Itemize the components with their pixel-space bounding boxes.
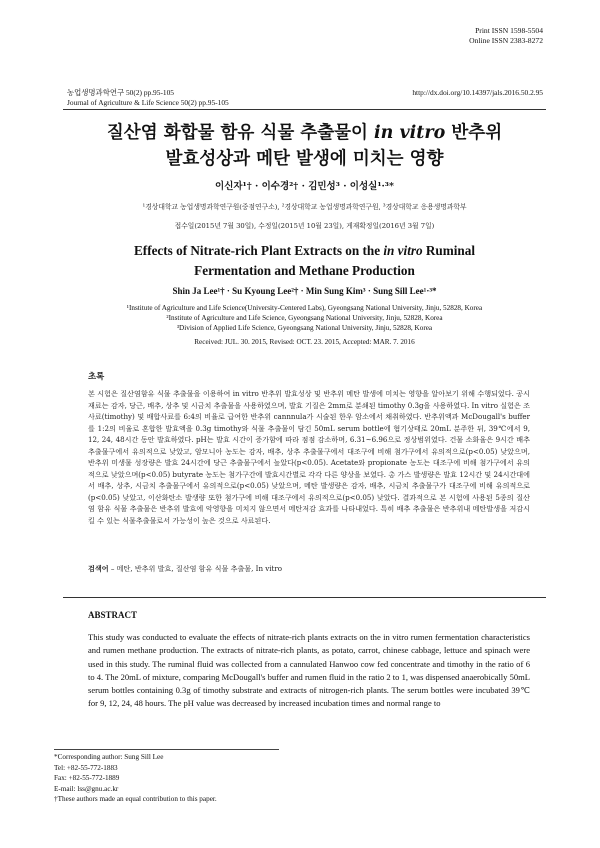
english-affiliations: ¹Institute of Agriculture and Life Science(University-Centered Labs), Gyeongsang National University, Jinju, 52828, Korea ²Institute of Agriculture and Life Science, Gyeongsang National University, Jinju, 52828, Korea ³Division of Applied Life Science, Gyeongsang National University, Jinju, 52828, Korea (126, 304, 483, 332)
corresponding-author: *Corresponding author: Sung Sill Lee (54, 753, 164, 761)
journal-eng: Journal of Agriculture & Life Science 50(2) pp.95-105 (67, 98, 229, 107)
english-abstract-heading: ABSTRACT (88, 610, 138, 620)
korean-abstract: 본 시험은 질산염함유 식물 추출물을 이용하여 in vitro 반추위 발효성상 및 반추위 메탄 발생에 미치는 영향을 알아보기 위해 수행되었다. 공시재료는 감자, 당근, 배추, 상추 및 시금치 추출물을 사용하였으며, 발효 기질은 2mm로 분쇄된 timothy 0.3g을 사용하였다. In vitro 실험은 조사료(timothy) 및 배합사료를 6:4의 비율로 급여한 반추위 cannnula가 시술된 한우 암소에서 채취하였다. 반추위액과 McDougall's buffer를 1:2의 비율로 혼합한 발효액을 0.3g timothy와 식물 추출물이 담긴 50mL serum bottle에 혐기상태로 20mL 분주한 뒤, 39℃에서 9, 12, 24, 48시간 동안 발효하였다. pH는 발효 시간이 증가함에 따라 점점 감소하며, 6.31~6.96으로 정상범위였다. 건물 소화율은 9시간 배추 추출물구에서 유의적으로 낮았고, 암모니아 농도는 감자, 배추, 상추 추출물구에서 대조구에 비해 첨가구에서 유의적으로(p<0.05) 낮았으며, 반추위 미생물 성장량은 발효 24시간에 당근 추출물구에서 높았다(p<0.05). Acetate와 propionate 농도는 대조구에 비해 첨가구에서 유의적으로 낮았으며(p<0.05) butyrate 농도는 첨가구간에 발효시간별로 각각 다른 양상을 보였다. 총 가스 발생량은 발효 12시간 및 24시간대에서 배추, 상추, 시금치 추출물구에서 유의적으로(p<0.05) 낮았으며, 메탄 발생량은 감자, 배추, 시금치 추출물구가 대조구에 비해 유의적으로(p<0.05) 낮았고, 이산화탄소 발생량 또한 첨가구에 비해 대조구에서 유의적으로(p<0.05) 낮았다. 결과적으로 본 시험에 사용된 5종의 질산염 함유 식물 추출물은 반추위 발효에 악영향을 미치지 않으면서 메탄저감 효과를 나타내었다. 특히 배추 추출물은 반추위내 메탄발생을 저감시킬 수 있는 식물추출물로서 가능성이 높은 것으로 사료된다. (88, 389, 530, 526)
korean-title: 질산염 화합물 함유 식물 추출물이 in vitro 반추위 발효성상과 메탄 발생에 미치는 영향 (106, 123, 503, 169)
section-rule (63, 597, 546, 598)
fax: Fax: +82-55-772-1889 (54, 774, 120, 782)
korean-abstract-heading: 초록 (88, 371, 105, 381)
equal-contribution-note: †These authors made an equal contribution to this paper. (54, 795, 217, 803)
english-dates: Received: JUL. 30. 2015, Revised: OCT. 23. 2015, Accepted: MAR. 7. 2016 (194, 338, 415, 346)
korean-affiliations: ¹경상대학교 농업생명과학연구원(중점연구소), ²경상대학교 농업생명과학연구원, ³경상대학교 응용생명과학부 (142, 203, 467, 211)
email[interactable]: E-mail: lss@gnu.ac.kr (54, 784, 119, 793)
online-issn: Online ISSN 2383-8272 (469, 36, 543, 45)
english-title: Effects of Nitrate-rich Plant Extracts on the in vitro Ruminal Fermentation and Methane Production (134, 243, 475, 278)
journal-header (67, 88, 229, 108)
print-issn: Print ISSN 1598-5504 (475, 26, 543, 35)
english-authors: Shin Ja Lee¹† · Su Kyoung Lee²† · Min Sung Kim³ · Sung Sill Lee¹·³* (172, 286, 437, 296)
korean-authors: 이신자¹† · 이수경²† · 김민성³ · 이성실¹·³* (215, 181, 394, 192)
footnote-rule (54, 749, 279, 750)
korean-dates: 접수일(2015년 7월 30일), 수정일(2015년 10월 23일), 게재확정일(2016년 3월 7일) (174, 222, 435, 230)
footnotes (54, 752, 217, 805)
doi-link[interactable]: http://dx.doi.org/10.14397/jals.2016.50.2.95 (412, 88, 543, 97)
tel: Tel: +82-55-772-1883 (54, 763, 118, 772)
journal-kor: 농업생명과학연구 50(2) pp.95-105 (67, 88, 174, 97)
header-rule (63, 109, 546, 110)
korean-keywords: 검색어 – 메탄, 반추위 발효, 질산염 함유 식물 추출물, In vitro (88, 564, 283, 573)
issn-block (469, 26, 543, 46)
english-abstract: This study was conducted to evaluate the effects of nitrate-rich plants extracts on the in vitro rumen fermentation characteristics and rumen methane production. The extracts of nitrate-rich plants, as potato, carrot, chinese cabbage, lettuce and spinach were used in this study. The ruminal fluid was collected from a cannulated Hanwoo cow fed concentrate and timothy in the ratio of 6 to 4. The 20mL of mixture, comparing McDougall's buffer and rumen fluid in the ratio 2 to 1, was dispensed anaerobically 50mL serum bottles containing 0.3g of timothy substrate and extracts of nitrogen-rich plants. The serum bottles were incubated 39℃ for 9, 12, 24, 48 hours. The pH value was decreased by increased incubation times and normal range to (88, 632, 530, 709)
